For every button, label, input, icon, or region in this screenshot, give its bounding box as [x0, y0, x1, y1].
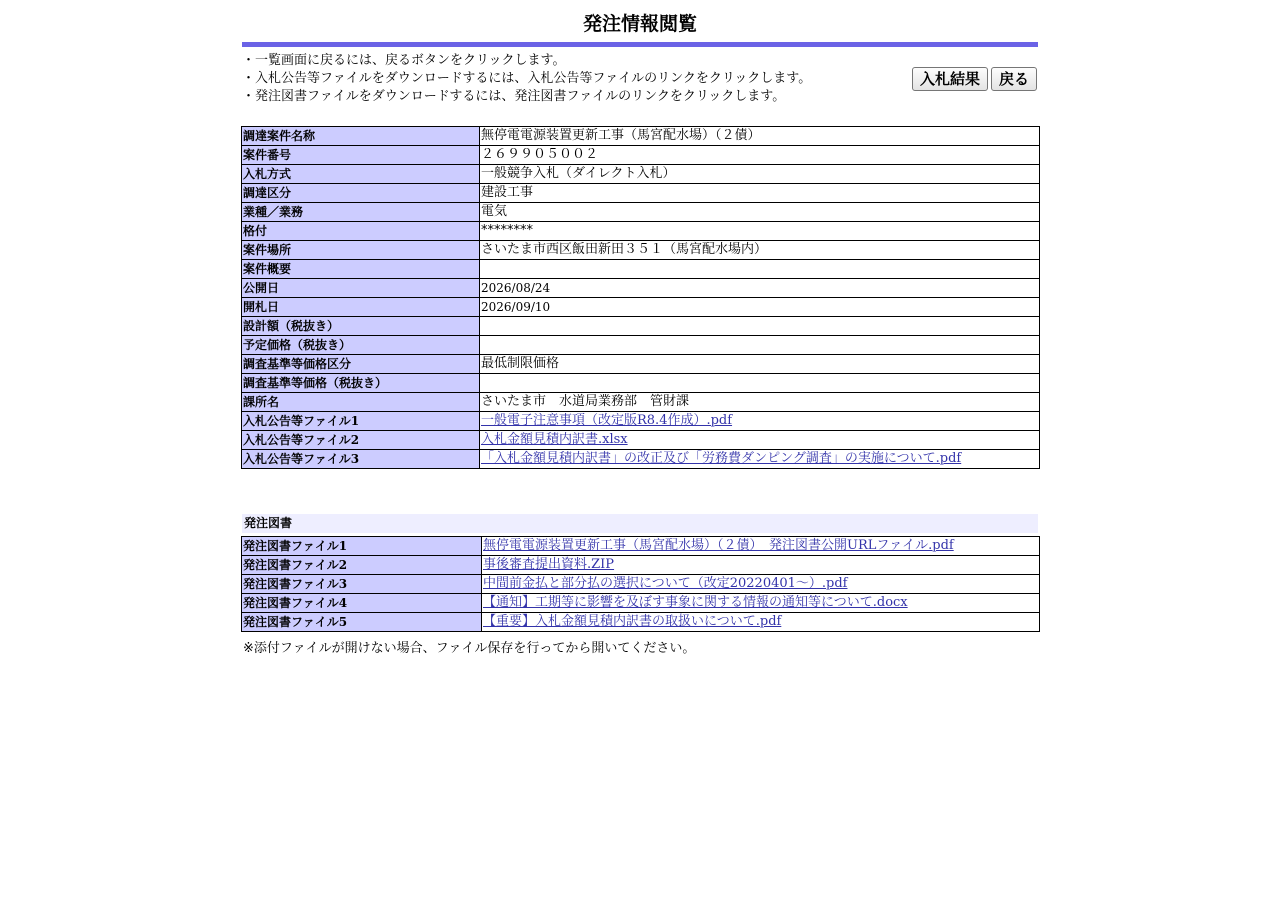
- row-label: 発注図書ファイル4: [242, 594, 482, 613]
- row-value: 一般競争入札（ダイレクト入札）: [480, 165, 1040, 184]
- details-table: [241, 126, 1040, 469]
- row-label: 予定価格（税抜き）: [242, 336, 480, 355]
- drawing-file-link-5[interactable]: 【重要】入札金額見積内訳書の取扱いについて.pdf: [483, 614, 782, 629]
- table-row: [242, 355, 1040, 374]
- row-label: 調達区分: [242, 184, 480, 203]
- table-row: [242, 184, 1040, 203]
- table-row: [242, 594, 1040, 613]
- drawings-section-header: 発注図書: [242, 514, 1038, 533]
- table-row: [242, 298, 1040, 317]
- row-label: 入札公告等ファイル3: [242, 450, 480, 469]
- row-label: 発注図書ファイル3: [242, 575, 482, 594]
- row-label: 公開日: [242, 279, 480, 298]
- row-value: 2026/08/24: [480, 279, 1040, 298]
- table-row: [242, 146, 1040, 165]
- row-label: 案件概要: [242, 260, 480, 279]
- bid-notice-file-link-2[interactable]: 入札金額見積内訳書.xlsx: [481, 432, 628, 447]
- row-value: [480, 431, 1040, 450]
- row-value: 2026/09/10: [480, 298, 1040, 317]
- row-value: 建設工事: [480, 184, 1040, 203]
- drawings-table: [241, 536, 1040, 632]
- row-value: [480, 317, 1040, 336]
- row-label: 格付: [242, 222, 480, 241]
- drawing-file-link-4[interactable]: 【通知】工期等に影響を及ぼす事象に関する情報の通知等について.docx: [483, 595, 908, 610]
- drawing-file-link-2[interactable]: 事後審査提出資料.ZIP: [483, 557, 615, 572]
- row-label: 入札公告等ファイル1: [242, 412, 480, 431]
- table-row: [242, 412, 1040, 431]
- instruction-line: ・発注図書ファイルをダウンロードするには、発注図書ファイルのリンクをクリックします。: [242, 89, 786, 104]
- row-value: [482, 594, 1040, 613]
- row-value: 電気: [480, 203, 1040, 222]
- action-buttons: [912, 67, 1037, 91]
- row-value: [480, 260, 1040, 279]
- row-label: 入札方式: [242, 165, 480, 184]
- instructions: [242, 52, 902, 106]
- row-label: 調査基準等価格（税抜き）: [242, 374, 480, 393]
- table-row: [242, 336, 1040, 355]
- drawing-file-link-3[interactable]: 中間前金払と部分払の選択について（改定20220401～）.pdf: [483, 576, 848, 591]
- row-value: ********: [480, 222, 1040, 241]
- row-label: 発注図書ファイル5: [242, 613, 482, 632]
- table-row: [242, 165, 1040, 184]
- row-value: さいたま市 水道局業務部 管財課: [480, 393, 1040, 412]
- row-label: 課所名: [242, 393, 480, 412]
- table-row: [242, 260, 1040, 279]
- row-value: [482, 556, 1040, 575]
- row-label: 開札日: [242, 298, 480, 317]
- row-label: 案件場所: [242, 241, 480, 260]
- title-divider: [242, 42, 1038, 47]
- row-label: 設計額（税抜き）: [242, 317, 480, 336]
- back-button[interactable]: 戻る: [991, 67, 1037, 91]
- table-row: [242, 393, 1040, 412]
- table-row: [242, 317, 1040, 336]
- row-label: 発注図書ファイル2: [242, 556, 482, 575]
- instruction-line: ・入札公告等ファイルをダウンロードするには、入札公告等ファイルのリンクをクリックします。: [242, 71, 812, 86]
- row-label: 調査基準等価格区分: [242, 355, 480, 374]
- table-row: [242, 279, 1040, 298]
- bid-notice-file-link-1[interactable]: 一般電子注意事項（改定版R8.4作成）.pdf: [481, 413, 733, 428]
- table-row: [242, 537, 1040, 556]
- row-value: さいたま市西区飯田新田３５１（馬宮配水場内）: [480, 241, 1040, 260]
- bid-results-button[interactable]: 入札結果: [912, 67, 988, 91]
- row-label: 入札公告等ファイル2: [242, 431, 480, 450]
- table-row: [242, 127, 1040, 146]
- table-row: [242, 203, 1040, 222]
- drawing-file-link-1[interactable]: 無停電電源装置更新工事（馬宮配水場）（２債） 発注図書公開URLファイル.pdf: [483, 538, 954, 553]
- row-label: 調達案件名称: [242, 127, 480, 146]
- footnote: ※添付ファイルが開けない場合、ファイル保存を行ってから開いてください。: [243, 641, 696, 656]
- table-row: [242, 556, 1040, 575]
- row-label: 業種／業務: [242, 203, 480, 222]
- row-value: ２６９９０５００２: [480, 146, 1040, 165]
- table-row: [242, 613, 1040, 632]
- table-row: [242, 374, 1040, 393]
- row-value: [482, 575, 1040, 594]
- table-row: [242, 241, 1040, 260]
- row-label: 案件番号: [242, 146, 480, 165]
- row-value: 最低制限価格: [480, 355, 1040, 374]
- row-value: 無停電電源装置更新工事（馬宮配水場）（２債）: [480, 127, 1040, 146]
- row-value: [480, 412, 1040, 431]
- instruction-line: ・一覧画面に戻るには、戻るボタンをクリックします。: [242, 53, 566, 68]
- row-value: [480, 450, 1040, 469]
- row-label: 発注図書ファイル1: [242, 537, 482, 556]
- table-row: [242, 575, 1040, 594]
- page-title: 発注情報閲覧: [582, 13, 697, 35]
- bid-notice-file-link-3[interactable]: 「入札金額見積内訳書」の改正及び「労務費ダンピング調査」の実施について.pdf: [481, 451, 962, 466]
- table-row: [242, 222, 1040, 241]
- table-row: [242, 450, 1040, 469]
- row-value: [482, 613, 1040, 632]
- row-value: [482, 537, 1040, 556]
- table-row: [242, 431, 1040, 450]
- row-value: [480, 374, 1040, 393]
- row-value: [480, 336, 1040, 355]
